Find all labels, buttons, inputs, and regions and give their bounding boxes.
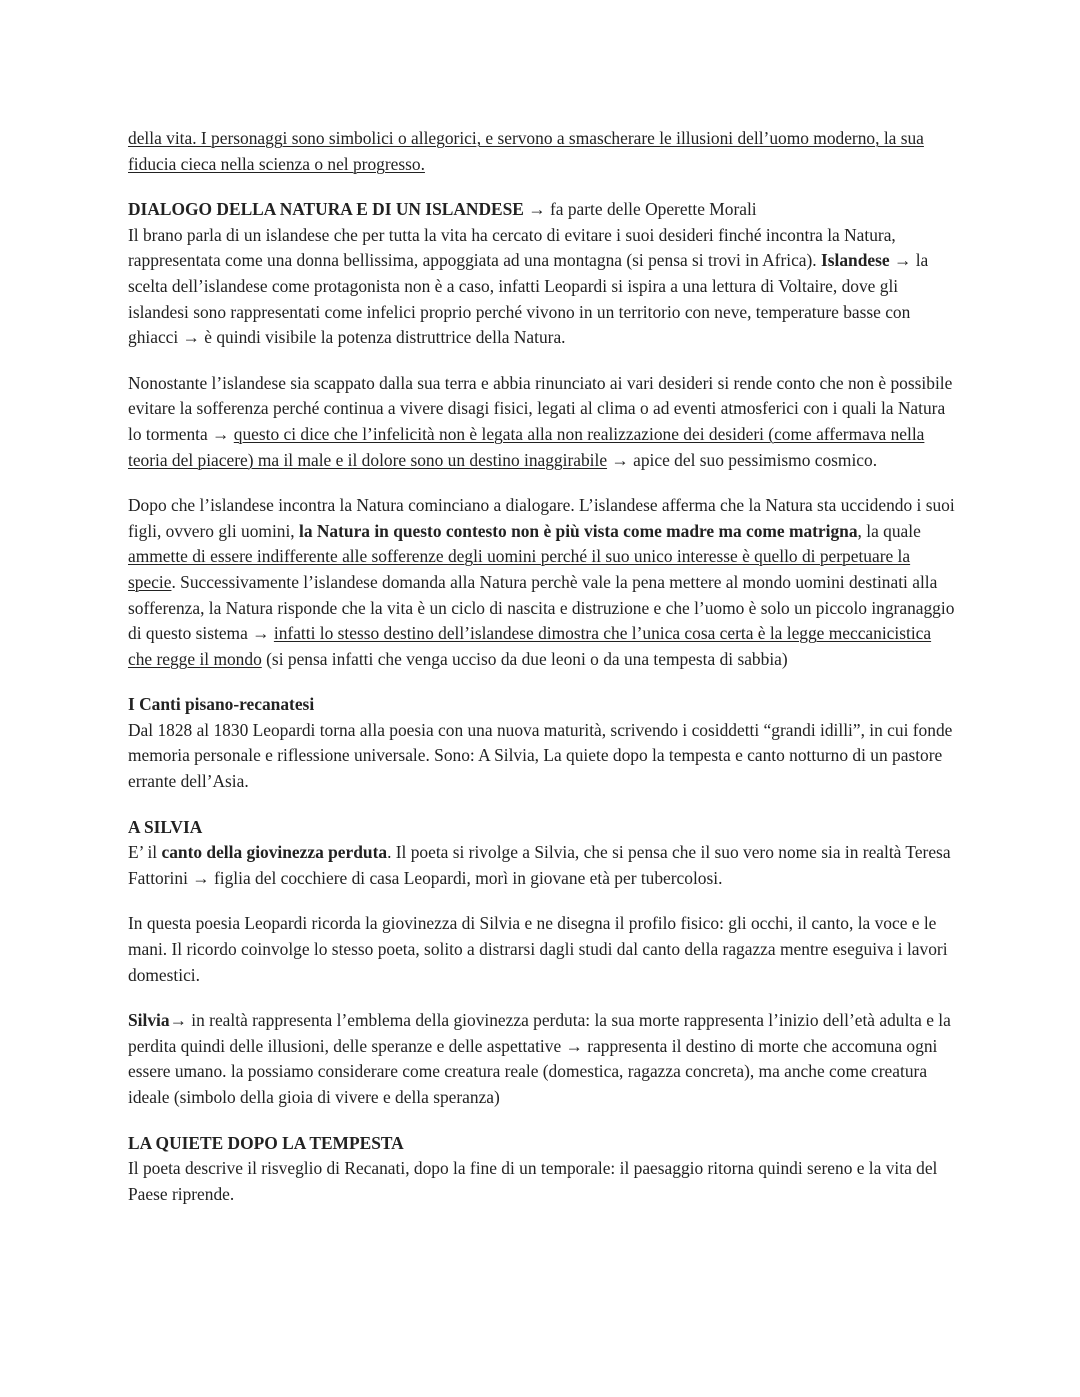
paragraph-ricordo: [128, 911, 958, 988]
paragraph-text: . Successivamente l’islandese domanda alla Natura perchè vale la pena mettere al mondo uomini destinati alla sofferenza, la Natura risponde che la vita è un ciclo di nascita e distruzione e che l’uomo è solo un piccolo ingranaggio di questo sistema →: [128, 571, 955, 644]
paragraph-text: → apice del suo pessimismo cosmico.: [607, 449, 878, 470]
paragraph-text: → la scelta dell’islandese come protagonista non è a caso, infatti Leopardi si ispira a una lettura di Voltaire, dove gli islandesi sono rappresentati come infelici proprio perché vivono in un territorio con neve, temperature basse con ghiacci → è quindi visibile la potenza distruttrice della Natura.: [128, 250, 929, 348]
paragraph-text: Nonostante l’islandese sia scappato dalla sua terra e abbia rinunciato ai vari desideri si rende conto che non è possibile evitare la sofferenza perché continua a vivere disagi fisici, legati al clima o ad eventi atmosferici con i quali la Natura lo tormenta →: [128, 372, 953, 444]
paragraph-dialogo-natura: [128, 493, 958, 672]
underlined-text: questo ci dice che l’infelicità non è legata alla non realizzazione dei desideri (come affermava nella teoria del piacere) ma il male e il dolore sono un destino inaggirabile: [128, 423, 925, 470]
paragraph-text: E’ il: [128, 842, 162, 863]
bold-term: Silvia: [128, 1010, 170, 1031]
paragraph-text: In questa poesia Leopardi ricorda la giovinezza di Silvia e ne disegna il profilo fisico: gli occhi, il canto, la voce e le mani. Il ricordo coinvolge lo stesso poeta, solito a distrarsi dagli studi dal canto della ragazza mentre eseguiva i lavori domestici.: [128, 913, 948, 985]
document-page: [128, 126, 958, 1227]
section-heading: LA QUIETE DOPO LA TEMPESTA: [128, 1132, 404, 1153]
paragraph-text: → fa parte delle Operette Morali: [523, 199, 757, 220]
section-dialogo: [128, 197, 958, 351]
section-heading: A SILVIA: [128, 816, 203, 837]
section-a-silvia: [128, 815, 958, 892]
underlined-text: ammette di essere indifferente alle sofferenze degli uomini perché il suo unico interesse è quello di perpetuare la specie: [128, 546, 911, 592]
bold-term: Islandese: [821, 250, 890, 271]
section-heading: DIALOGO DELLA NATURA E DI UN ISLANDESE: [128, 199, 524, 220]
paragraph-text: Dopo che l’islandese incontra la Natura cominciano a dialogare. L’islandese afferma che la Natura sta uccidendo i suoi figli, ovvero gli uomini,: [128, 495, 955, 541]
bold-text: canto della giovinezza perduta: [161, 842, 388, 863]
underlined-text: della vita. I personaggi sono simbolici o allegorici, e servono a smascherare le illusioni dell’uomo moderno, la sua fiducia cieca nella scienza o nel progresso.: [128, 128, 924, 174]
paragraph-text: → in realtà rappresenta l’emblema della giovinezza perduta: la sua morte rappresenta l’inizio dell’età adulta e la perdita quindi delle illusioni, delle speranze e delle aspettative → rappresenta il destino di morte che accomuna ogni essere umano. la possiamo considerare come creatura reale (domestica, ragazza concreta), ma anche come creatura ideale (simbolo della gioia di vivere e della speranza): [128, 1010, 951, 1107]
paragraph-text: Dal 1828 al 1830 Leopardi torna alla poesia con una nuova maturità, scrivendo i cosiddetti “grandi idilli”, in cui fonde memoria personale e riflessione universale. Sono: A Silvia, La quiete dopo la tempesta e canto notturno di un pastore errante dell’Asia.: [128, 719, 953, 792]
bold-text: la Natura in questo contesto non è più vista come madre ma come matrigna: [299, 520, 858, 541]
section-quiete: [128, 1131, 958, 1208]
paragraph-intro: [128, 126, 958, 177]
section-canti: [128, 692, 958, 794]
paragraph-text: , la quale: [857, 520, 921, 541]
paragraph-text: (si pensa infatti che venga ucciso da due leoni o da una tempesta di sabbia): [261, 648, 788, 669]
underlined-text: infatti lo stesso destino dell’islandese dimostra che l’unica cosa certa è la legge meccanicistica che regge il mondo: [128, 623, 932, 669]
section-heading: I Canti pisano-recanatesi: [128, 694, 315, 715]
paragraph-text: Il brano parla di un islandese che per tutta la vita ha cercato di evitare i suoi desideri finché incontra la Natura, rappresentata come una donna bellissima, appoggiata ad una montagna (si pensa si trovi in Africa).: [128, 224, 896, 271]
paragraph-sofferenza: [128, 371, 958, 473]
paragraph-text: . Il poeta si rivolge a Silvia, che si pensa che il suo vero nome sia in realtà Teresa Fattorini → figlia del cocchiere di casa Leopardi, morì in giovane età per tubercolosi.: [128, 842, 951, 888]
paragraph-text: Il poeta descrive il risveglio di Recanati, dopo la fine di un temporale: il paesaggio ritorna quindi sereno e la vita del Paese riprende.: [128, 1158, 938, 1204]
paragraph-silvia: [128, 1008, 958, 1110]
